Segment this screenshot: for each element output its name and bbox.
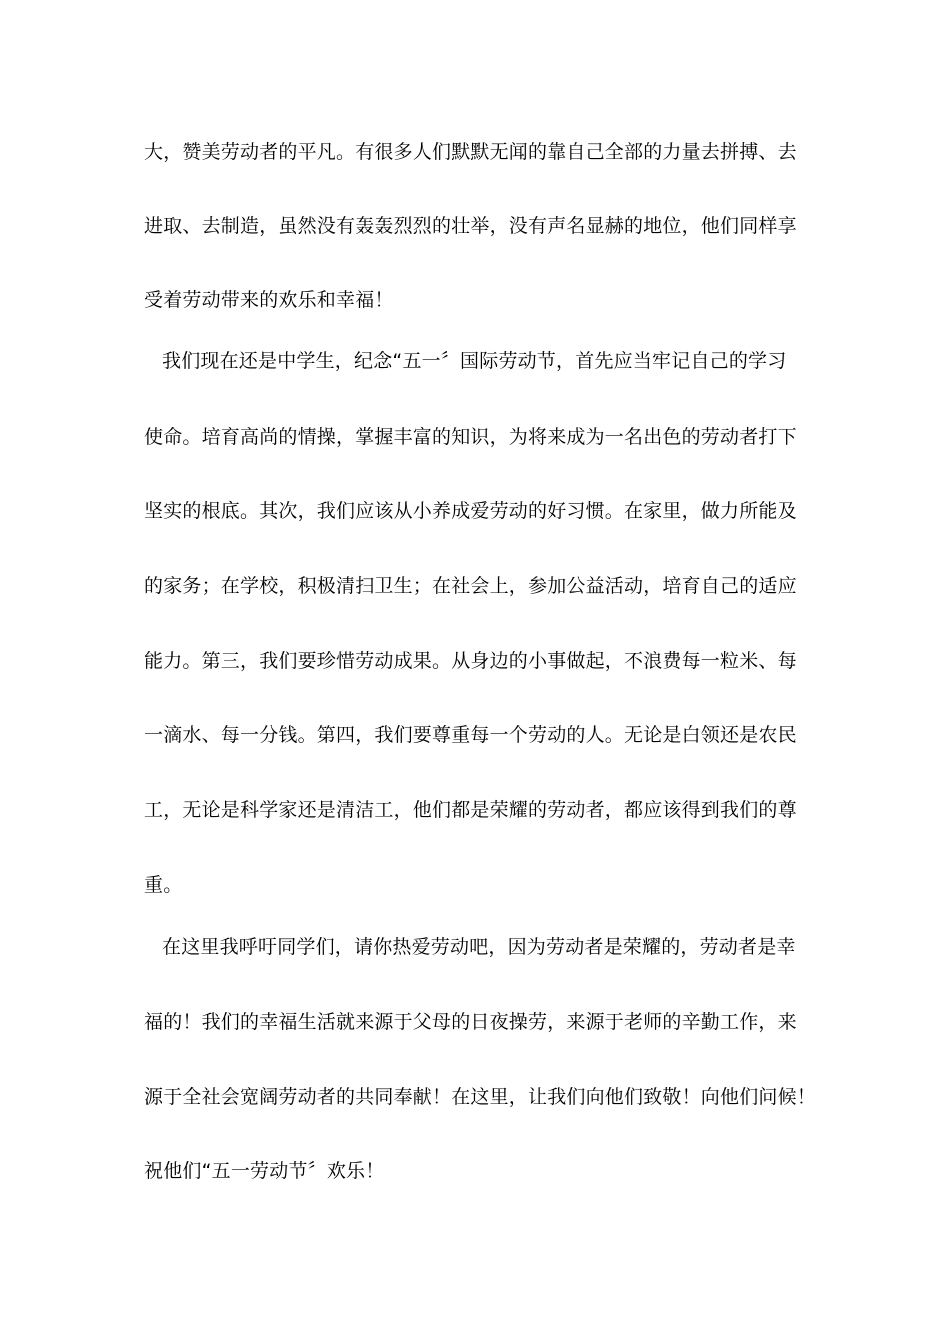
text-line: 祝他们“五一劳动节〞欢乐！ [144, 1160, 385, 1182]
text-line: 源于全社会宽阔劳动者的共同奉献！在这里，让我们向他们致敬！向他们问候！ [144, 1086, 817, 1108]
text-line: 坚实的根底。其次，我们应该从小养成爱劳动的好习惯。在家里，做力所能及 [144, 500, 797, 522]
text-line: 工，无论是科学家还是清洁工，他们都是荣耀的劳动者，都应该得到我们的尊 [144, 799, 797, 821]
text-line: 一滴水、每一分钱。第四，我们要尊重每一个劳动的人。无论是白领还是农民 [144, 724, 797, 746]
text-line: 重。 [144, 874, 183, 896]
text-line: 进取、去制造，虽然没有轰轰烈烈的壮举，没有声名显赫的地位，他们同样享 [144, 215, 797, 237]
text-line: 大，赞美劳动者的平凡。有很多人们默默无闻的靠自己全部的力量去拼搏、去 [144, 141, 797, 163]
text-line: 受着劳动带来的欢乐和幸福！ [144, 289, 394, 311]
text-line: 能力。第三，我们要珍惜劳动成果。从身边的小事做起，不浪费每一粒米、每 [144, 650, 797, 672]
paragraph-first-line: 我们现在还是中学生，纪念“五一〞国际劳动节，首先应当牢记自己的学习 [162, 350, 787, 372]
text-line: 使命。培育高尚的情操，掌握丰富的知识，为将来成为一名出色的劳动者打下 [144, 426, 797, 448]
paragraph-first-line: 在这里我呼吁同学们，请你热爱劳动吧，因为劳动者是荣耀的，劳动者是幸 [162, 936, 796, 958]
text-line: 福的！我们的幸福生活就来源于父母的日夜操劳，来源于老师的辛勤工作，来 [144, 1011, 797, 1033]
text-line: 的家务；在学校，积极清扫卫生；在社会上，参加公益活动，培育自己的适应 [144, 575, 797, 597]
